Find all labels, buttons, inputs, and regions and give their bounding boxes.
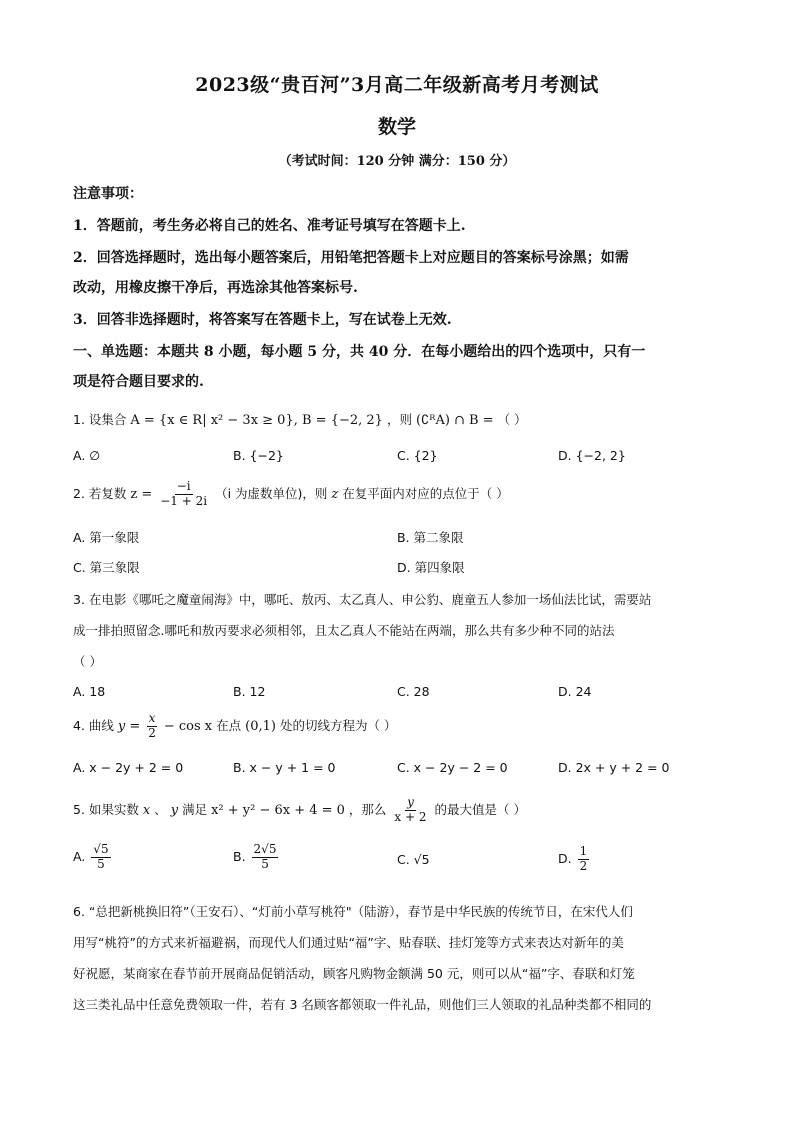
q5-option-b-label: B. — [233, 848, 246, 864]
q5-x: x — [142, 802, 151, 818]
question-2 — [73, 480, 509, 509]
note-item-3: 3．回答非选择题时，将答案写在答题卡上，写在试卷上无效. — [73, 312, 452, 328]
q3-option-d: D. 24 — [558, 684, 592, 699]
q5-option-d-label: D. — [558, 850, 572, 866]
q2-option-b: B. 第二象限 — [397, 530, 464, 545]
q3-option-c: C. 28 — [397, 684, 430, 699]
q4-point: (0,1) — [245, 718, 276, 734]
question-1 — [73, 410, 527, 428]
q5-option-b — [233, 843, 280, 872]
q4-prefix: 4. 曲线 — [73, 717, 114, 733]
question-3: 3. 在电影《哪吒之魔童闹海》中，哪吒、敖丙、太乙真人、申公豹、鹿童五人参加一场仙法比试，需要站 — [73, 592, 652, 607]
q5-equation: x² + y² − 6x + 4 = 0 — [211, 802, 345, 818]
q4-option-c: C. x − 2y − 2 = 0 — [397, 760, 508, 775]
exam-title: 2023级“贵百河”3月高二年级新高考月考测试 — [195, 74, 599, 96]
question-3-paren: （ ） — [73, 654, 102, 669]
q1-sets: A = {x ∈ R| x² − 3x ≥ 0}, B = {−2, 2} — [130, 413, 383, 428]
q5-option-d-fraction — [578, 845, 590, 874]
q2-zvar: z — [331, 486, 339, 502]
question-5 — [73, 796, 526, 825]
q1-mid: ，则 — [386, 412, 412, 427]
q2-z: z = — [130, 486, 153, 502]
q5-option-a-num: √5 — [93, 842, 109, 856]
question-3-cont: 成一排拍照留念.哪吒和敖丙要求必须相邻，且太乙真人不能站在两端，那么共有多少种不同的站法 — [73, 623, 615, 638]
q5-sep: 、 — [154, 801, 167, 817]
q2-suffix: 在复平面内对应的点位于（ ） — [342, 485, 509, 501]
q1-option-a: A. ∅ — [73, 448, 101, 463]
notes-heading: 注意事项： — [73, 186, 143, 202]
q5-prefix: 5. 如果实数 — [73, 801, 139, 817]
section-heading-cont: 项是符合题目要求的. — [73, 374, 204, 390]
q5-option-d-den: 2 — [579, 858, 588, 873]
q2-option-d: D. 第四象限 — [397, 560, 465, 575]
q2-numerator: −i — [176, 479, 191, 493]
q1-expression: (∁ᴿA) ∩ B = — [415, 413, 494, 428]
question-6-cont-1: 用写“桃符”的方式来祈福避祸，而现代人们通过贴“福”字、贴春联、挂灯笼等方式来表达对新年的美 — [73, 935, 624, 950]
q5-option-b-fraction — [252, 843, 279, 872]
q1-prefix: 1. 设集合 — [73, 412, 127, 427]
q4-fraction — [146, 712, 158, 741]
q5-y: y — [170, 802, 179, 818]
q4-rest: − cos x — [163, 718, 213, 734]
exam-info: （考试时间：120 分钟 满分：150 分） — [278, 154, 516, 169]
q4-y: y = — [117, 718, 141, 734]
q3-option-a: A. 18 — [73, 684, 106, 699]
q4-numerator: x — [148, 711, 156, 725]
q1-option-c: C. {2} — [397, 448, 438, 463]
question-6: 6. “总把新桃换旧符”（王安石）、“灯前小草写桃符"（陆游），春节是中华民族的传统节日，在宋代人们 — [73, 904, 633, 919]
section-heading: 一、单选题：本题共 8 小题，每小题 5 分，共 40 分．在每小题给出的四个选项中，只有一 — [73, 344, 646, 360]
q2-denominator: −1 + 2i — [160, 493, 208, 508]
q5-denominator: x + 2 — [394, 809, 427, 824]
q5-suffix: 的最大值是（ ） — [434, 801, 526, 817]
q5-fraction — [392, 796, 428, 825]
q4-mid: 在点 — [216, 717, 242, 733]
q5-option-b-num: 2√5 — [253, 842, 277, 856]
q5-option-d-num: 1 — [579, 844, 588, 858]
q5-option-b-den: 5 — [261, 856, 269, 871]
q1-paren: （ ） — [497, 412, 527, 427]
q4-option-d: D. 2x + y + 2 = 0 — [558, 760, 670, 775]
q5-option-d — [558, 845, 591, 874]
question-6-cont-3: 这三类礼品中任意免费领取一件，若有 3 名顾客都领取一件礼品，则他们三人领取的礼品种类都不相同的 — [73, 997, 652, 1012]
q5-option-a-fraction — [91, 843, 110, 872]
question-6-cont-2: 好祝愿，某商家在春节前开展商品促销活动，顾客凡购物金额满 50 元，则可以从“福”字、春联和灯笼 — [73, 966, 635, 981]
q5-mid2: ，那么 — [348, 801, 387, 817]
note-item-1: 1．答题前，考生务必将自己的姓名、准考证号填写在答题卡上. — [73, 218, 466, 234]
q2-mid: （i 为虚数单位)，则 — [215, 485, 328, 501]
q5-numerator: y — [407, 795, 414, 809]
q2-prefix: 2. 若复数 — [73, 485, 127, 501]
subject-title: 数学 — [377, 116, 416, 138]
q5-option-a-den: 5 — [97, 856, 105, 871]
q3-option-b: B. 12 — [233, 684, 266, 699]
q2-option-c: C. 第三象限 — [73, 560, 140, 575]
q1-option-d: D. {−2, 2} — [558, 448, 626, 463]
q4-suffix: 处的切线方程为（ ） — [279, 717, 397, 733]
q4-option-b: B. x − y + 1 = 0 — [233, 760, 336, 775]
q2-fraction — [158, 480, 209, 509]
q4-denominator: 2 — [148, 725, 156, 740]
question-4 — [73, 712, 396, 741]
note-item-2: 2．回答选择题时，选出每小题答案后，用铅笔把答题卡上对应题目的答案标号涂黑；如需 — [73, 250, 629, 266]
q4-option-a: A. x − 2y + 2 = 0 — [73, 760, 184, 775]
q5-option-c: C. √5 — [397, 852, 430, 867]
q5-option-a — [73, 843, 113, 872]
q5-option-a-label: A. — [73, 848, 86, 864]
q5-mid: 满足 — [182, 801, 208, 817]
note-item-2-cont: 改动，用橡皮擦干净后，再选涂其他答案标号. — [73, 280, 358, 296]
q2-option-a: A. 第一象限 — [73, 530, 140, 545]
q1-option-b: B. {−2} — [233, 448, 284, 463]
